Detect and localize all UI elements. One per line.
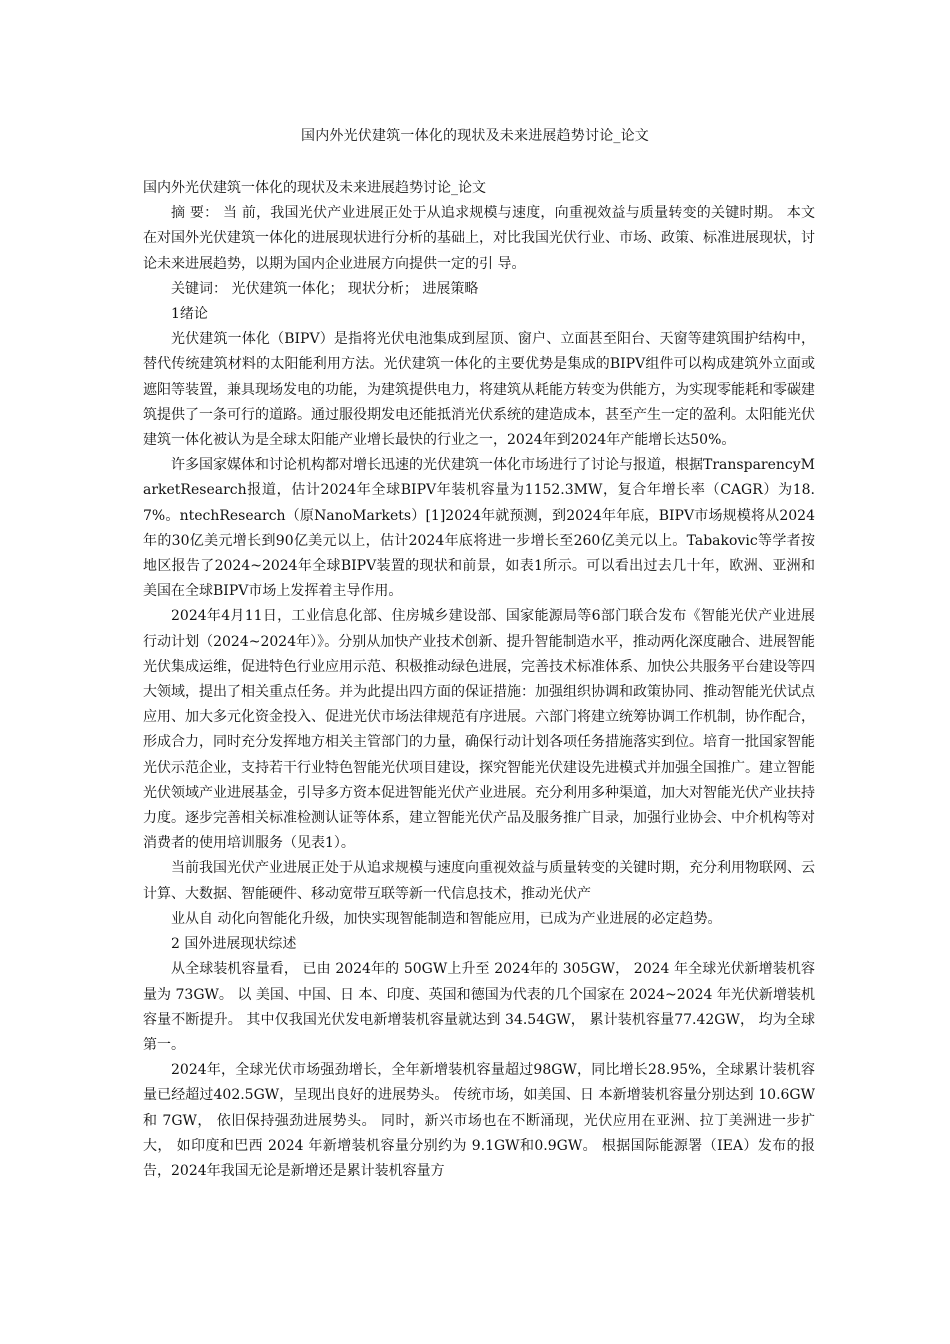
keywords-line: 关键词： 光伏建筑一体化； 现状分析； 进展策略 <box>171 280 479 297</box>
body-paragraph: 2024年4月11日，工业信息化部、住房城乡建设部、国家能源局等6部门联合发布《智能光伏产业进展行动计划（2024~2024年）》。分别从加快产业技术创新、提升智能制造水平，推动两化深度融合、进展智能光伏集成运维，促进特色行业应用示范、积极推动绿色进展，完善技术标准体系、加快公共服务平台建设等四大领域，提出了相关重点任务。并为此提出四方面的保证措施：加强组织协调和政策协同、推动智能光伏试点应用、加大多元化资金投入、促进光伏市场法律规范有序进展。六部门将建立统筹协调工作机制，协作配合，形成合力，同时充分发挥地方相关主管部门的力量，确保行动计划各项任务措施落实到位。培育一批国家智能光伏示范企业，支持若干行业特色智能光伏项目建设，探究智能光伏建设先进模式并加强全国推广。建立智能光伏领域产业进展基金，引导多方资本促进智能光伏产业进展。充分利用多种渠道，加大对智能光伏产业扶持力度。逐步完善相关标准检测认证等体系，建立智能光伏产品及服务推广目录，加强行业协会、中介机构等对消费者的使用培训服务（见表1）。 <box>143 608 815 852</box>
document-body <box>143 176 815 1184</box>
section-heading-introduction: 1绪论 <box>171 306 208 323</box>
body-paragraph-continuation: 业从自 动化向智能化升级，加快实现智能制造和智能应用，已成为产业进展的必定趋势。 <box>171 910 722 927</box>
body-paragraph: 光伏建筑一体化（BIPV）是指将光伏电池集成到屋顶、窗户、立面甚至阳台、天窗等建筑围护结构中，替代传统建筑材料的太阳能利用方法。光伏建筑一体化的主要优势是集成的BIPV组件可以构成建筑外立面或遮阳等装置，兼具现场发电的功能，为建筑提供电力，将建筑从耗能方转变为供能方，为实现零能耗和零碳建筑提供了一条可行的道路。通过服役期发电还能抵消光伏系统的建造成本，甚至产生一定的盈利。太阳能光伏建筑一体化被认为是全球太阳能产业增长最快的行业之一，2024年到2024年产能增长达50%。 <box>143 331 815 449</box>
body-paragraph: 2024年，全球光伏市场强劲增长，全年新增装机容量超过98GW，同比增长28.95%，全球累计装机容量已经超过402.5GW，呈现出良好的进展势头。 传统市场，如美国、日 本新增装机容量分别达到 10.6GW和 7GW， 依旧保持强劲进展势头。 同时，新兴市场也在不断涌现，光伏应用在亚洲、拉丁美洲进一步扩大， 如印度和巴西 2024 年新增装机容量分别约为 9.1GW和0.9GW。 根据国际能源署（IEA）发布的报告，2024年我国无论是新增还是累计装机容量方 <box>143 1062 815 1179</box>
section-heading-overseas-status: 2 国外进展现状综述 <box>171 936 297 953</box>
document-subtitle: 国内外光伏建筑一体化的现状及未来进展趋势讨论_论文 <box>143 180 486 196</box>
abstract-paragraph: 摘 要： 当 前，我国光伏产业进展正处于从追求规模与速度，向重视效益与质量转变的关键时期。 本文在对国外光伏建筑一体化的进展现状进行分析的基础上，对比我国光伏行业、市场、政策、标准进展现状，讨论未来进展趋势，以期为国内企业进展方向提供一定的引 导。 <box>143 205 815 272</box>
body-paragraph: 当前我国光伏产业进展正处于从追求规模与速度向重视效益与质量转变的关键时期，充分利用物联网、云计算、大数据、智能硬件、移动宽带互联等新一代信息技术，推动光伏产 <box>143 860 815 902</box>
document-title: 国内外光伏建筑一体化的现状及未来进展趋势讨论_论文 <box>301 128 649 144</box>
body-paragraph: 从全球装机容量看， 已由 2024年的 50GW上升至 2024年的 305GW， 2024 年全球光伏新增装机容量为 73GW。 以 美国、中国、日 本、印度、英国和德国为代表的几个国家在 2024~2024 年光伏新增装机容量不断提升。 其中仅我国光伏发电新增装机容量就达到 34.54GW， 累计装机容量77.42GW， 均为全球第一。 <box>143 961 815 1053</box>
body-paragraph: 许多国家媒体和讨论机构都对增长迅速的光伏建筑一体化市场进行了讨论与报道，根据TransparencyMarketResearch报道，估计2024年全球BIPV年装机容量为1152.3MW，复合年增长率（CAGR）为18.7%。ntechResearch（原NanoMarkets）[1]2024年就预测，到2024年年底，BIPV市场规模将从2024年的30亿美元增长到90亿美元以上，估计2024年底将进一步增长至260亿美元以上。Tabakovic等学者按地区报告了2024~2024年全球BIPV装置的现状和前景，如表1所示。可以看出过去几十年，欧洲、亚洲和美国在全球BIPV市场上发挥着主导作用。 <box>143 457 815 600</box>
